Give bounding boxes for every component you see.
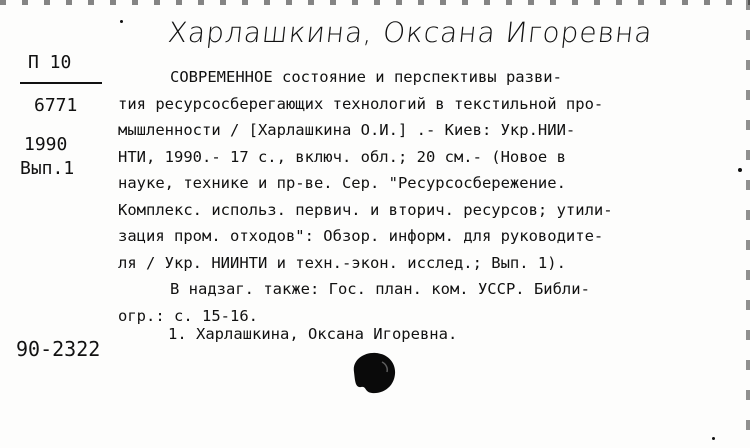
description-line: мышленности / [Харлашкина О.И.] .- Киев: Укр.НИИ- bbox=[118, 121, 576, 139]
description-line: тия ресурсосберегающих технологий в текстильной про- bbox=[118, 94, 604, 113]
shelf-mark-volume: Вып.1 bbox=[20, 158, 75, 179]
card-right-edge-artifact bbox=[746, 0, 750, 448]
ink-speck bbox=[712, 437, 715, 440]
description-line: зация пром. отходов": Обзор. информ. для руководите- bbox=[118, 227, 604, 245]
note-line: огр.: с. 15-16. bbox=[118, 306, 258, 325]
card-top-edge-artifact bbox=[0, 0, 750, 5]
punched-hole-icon bbox=[350, 350, 398, 396]
bibliographic-description bbox=[118, 64, 742, 329]
ink-speck bbox=[120, 20, 123, 23]
description-line: ля / Укр. НИИНТИ и техн.-экон. исслед.; Вып. 1). bbox=[118, 253, 566, 272]
shelf-mark-year: 1990 bbox=[24, 134, 68, 155]
shelf-mark-prefix: П 10 bbox=[28, 52, 72, 73]
tracing-entry: 1. Харлашкина, Оксана Игоревна. bbox=[168, 325, 458, 343]
description-line: НТИ, 1990.- 17 с., включ. обл.; 20 см.- (Новое в bbox=[118, 147, 566, 166]
card-heading-author: Харлашкина, Оксана Игоревна bbox=[166, 16, 655, 49]
shelf-mark-number: 6771 bbox=[34, 95, 78, 116]
description-line: Комплекс. использ. первич. и вторич. ресурсов; утили- bbox=[118, 200, 613, 219]
description-line: науке, технике и пр-ве. Сер. "Ресурсосбережение. bbox=[118, 174, 566, 192]
description-line: СОВРЕМЕННОЕ состояние и перспективы разви- bbox=[170, 68, 562, 86]
accession-number: 90-2322 bbox=[16, 337, 101, 361]
note-line: В надзаг. также: Гос. план. ком. УССР. Библи- bbox=[170, 280, 590, 298]
shelf-mark-divider bbox=[20, 82, 102, 84]
